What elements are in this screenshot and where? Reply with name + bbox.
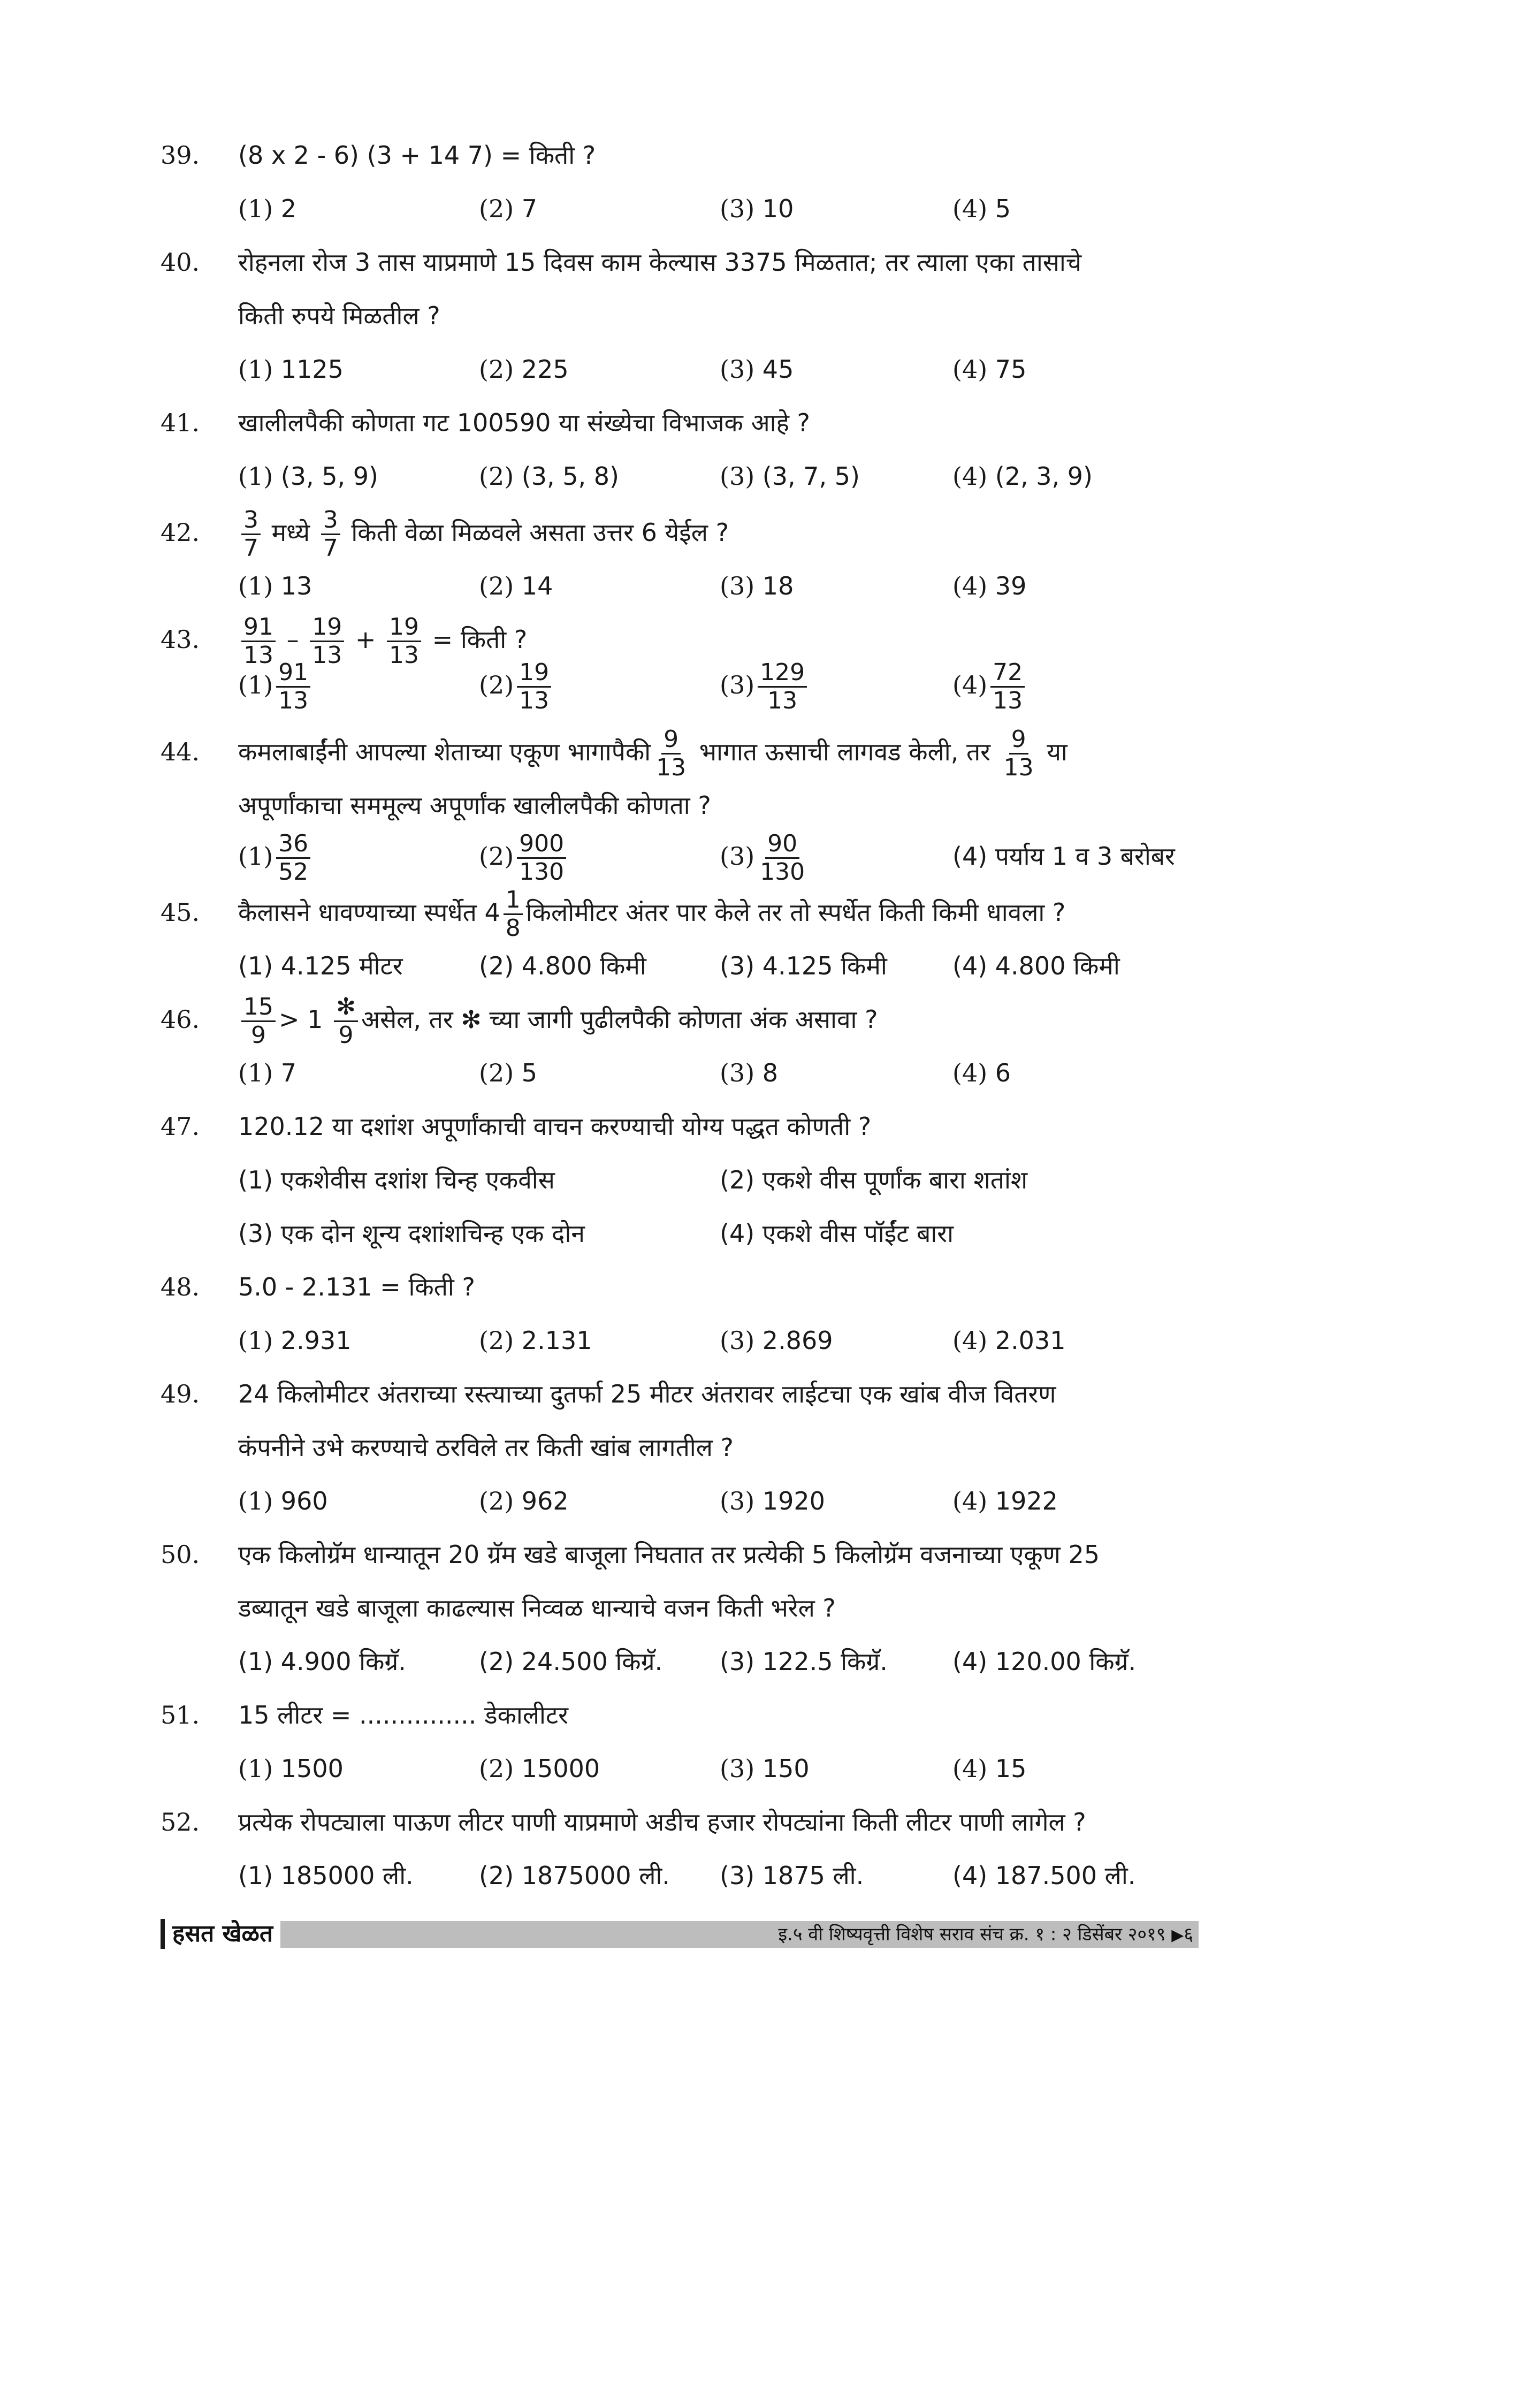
footer-logo: हसत खेळत	[161, 1919, 280, 1949]
option-1: (1) 13	[238, 571, 312, 600]
option-4: (4) 2.031	[952, 1326, 1066, 1355]
option-3: (3) 150	[720, 1754, 810, 1783]
page-number: ६	[1184, 1924, 1193, 1945]
question-number: 42.	[161, 518, 200, 547]
option-3: (3) (3, 7, 5)	[720, 462, 860, 491]
option-1: (1) 4.900 किग्रॅ.	[238, 1647, 406, 1676]
option-2: (2) $\frac{19}{13}$	[479, 658, 554, 714]
option-4: (4) 39	[952, 571, 1027, 600]
option-4: (4) 75	[952, 355, 1027, 384]
question-text: 5.0 - 2.131 = किती ?	[238, 1272, 475, 1301]
option-1: (1) 1500	[238, 1754, 344, 1783]
option-3: (3) 18	[720, 571, 794, 600]
question-number: 52.	[161, 1808, 200, 1837]
question-number: 40.	[161, 248, 200, 277]
question-text: $\frac{15}{9}$ > 1 $\frac{✻}{9}$ असेल, तर ✻ च्या जागी पुढीलपैकी कोणता अंक असावा ?	[238, 993, 878, 1049]
question-text-line-2: कंपनीने उभे करण्याचे ठरविले तर किती खांब लागतील ?	[238, 1433, 734, 1462]
option-2: (2) 7	[479, 194, 538, 223]
question-text-line-1: एक किलोग्रॅम धान्यातून 20 ग्रॅम खडे बाजूला निघतात तर प्रत्येकी 5 किलोग्रॅम वजनाच्या एकूण 25	[238, 1540, 1100, 1569]
option-1: (1) एकशेवीस दशांश चिन्ह एकवीस	[238, 1165, 555, 1194]
option-4: (4) 120.00 किग्रॅ.	[952, 1647, 1137, 1676]
option-1: (1) 960	[238, 1487, 328, 1515]
option-4: (4) 1922	[952, 1487, 1058, 1515]
question-number: 41.	[161, 408, 200, 437]
question-text: खालीलपैकी कोणता गट 100590 या संख्येचा विभाजक आहे ?	[238, 408, 810, 437]
footer-issue-info: इ.५ वी शिष्यवृत्ती विशेष सराव संच क्र. १ : २ डिसेंबर २०१९ ▶६	[778, 1924, 1193, 1945]
fraction: $\frac{9}{13}$	[656, 726, 687, 781]
option-1: (1) $\frac{36}{52}$	[238, 829, 314, 886]
fraction: $\frac{3}{7}$	[241, 507, 261, 562]
option-4: (4) 187.500 ली.	[952, 1861, 1136, 1890]
question-number: 46.	[161, 1005, 200, 1034]
question-number: 43.	[161, 625, 200, 654]
question-text: 120.12 या दशांश अपूर्णांकाची वाचन करण्याची योग्य पद्धत कोणती ?	[238, 1112, 872, 1141]
fraction: $\frac{19}{13}$	[387, 614, 421, 669]
option-2: (2) (3, 5, 8)	[479, 462, 619, 491]
fraction: $\frac{1}{8}$	[504, 887, 523, 942]
option-2: (2) 225	[479, 355, 569, 384]
page-footer	[161, 1921, 1199, 1948]
fraction: $\frac{15}{9}$	[241, 994, 276, 1049]
option-3: (3) एक दोन शून्य दशांशचिन्ह एक दोन	[238, 1219, 585, 1248]
option-4: (4) 6	[952, 1058, 1011, 1087]
question-number: 51.	[161, 1701, 200, 1729]
option-3: (3) 8	[720, 1058, 779, 1087]
question-text-line-1: कमलाबाईंनी आपल्या शेताच्या एकूण भागापैकी $\frac{9}{13}$ भागात ऊसाची लागवड केली, तर $\frac{9}{13}$ या	[238, 726, 1068, 781]
option-3: (3) 4.125 किमी	[720, 951, 887, 980]
option-3: (3) 10	[720, 194, 794, 223]
option-2: (2) 962	[479, 1487, 569, 1515]
question-number: 44.	[161, 737, 200, 766]
option-3: (3) 2.869	[720, 1326, 833, 1355]
option-2: (2) 1875000 ली.	[479, 1861, 670, 1890]
fraction: $\frac{91}{13}$	[241, 614, 276, 669]
option-1: (1) 1125	[238, 355, 344, 384]
option-3: (3) 1875 ली.	[720, 1861, 864, 1890]
question-text-line-2: डब्यातून खडे बाजूला काढल्यास निव्वळ धान्याचे वजन किती भरेल ?	[238, 1594, 836, 1622]
question-number: 47.	[161, 1112, 200, 1141]
option-2: (2) 14	[479, 571, 553, 600]
option-2: (2) 5	[479, 1058, 538, 1087]
mixed-fraction-unknown: $\frac{✻}{9}$	[334, 994, 358, 1049]
question-text-line-1: रोहनला रोज 3 तास याप्रमाणे 15 दिवस काम केल्यास 3375 मिळतात; तर त्याला एका तासाचे	[238, 248, 1082, 277]
option-1: (1) (3, 5, 9)	[238, 462, 378, 491]
question-text-line-2: अपूर्णांकाचा सममूल्य अपूर्णांक खालीलपैकी कोणता ?	[238, 791, 711, 820]
fraction: $\frac{3}{7}$	[321, 507, 340, 562]
question-number: 45.	[161, 898, 200, 927]
question-number: 48.	[161, 1272, 200, 1301]
option-4: (4) (2, 3, 9)	[952, 462, 1093, 491]
option-4: (4) 15	[952, 1754, 1027, 1783]
option-4: (4) पर्याय 1 व 3 बरोबर	[952, 842, 1175, 871]
option-1: (1) 2	[238, 194, 297, 223]
option-1: (1) 185000 ली.	[238, 1861, 414, 1890]
question-text: कैलासने धावण्याच्या स्पर्धेत 4 $\frac{1}{8}$ किलोमीटर अंतर पार केले तर तो स्पर्धेत किती किमी धावला ?	[238, 886, 1066, 942]
option-4: (4) 5	[952, 194, 1011, 223]
question-text-line-1: 24 किलोमीटर अंतराच्या रस्त्याच्या दुतर्फा 25 मीटर अंतरावर लाईटचा एक खांब वीज वितरण	[238, 1380, 1056, 1408]
option-3: (3) 122.5 किग्रॅ.	[720, 1647, 888, 1676]
question-number: 50.	[161, 1540, 200, 1569]
option-2: (2) $\frac{900}{130}$	[479, 829, 569, 886]
option-1: (1) 2.931	[238, 1326, 352, 1355]
option-1: (1) 4.125 मीटर	[238, 951, 403, 980]
option-4: (4) $\frac{72}{13}$	[952, 658, 1028, 714]
option-3: (3) $\frac{129}{13}$	[720, 658, 810, 714]
question-number: 39.	[161, 141, 200, 170]
option-4: (4) 4.800 किमी	[952, 951, 1120, 980]
option-2: (2) एकशे वीस पूर्णांक बारा शतांश	[720, 1165, 1028, 1194]
question-text-line-2: किती रुपये मिळतील ?	[238, 301, 440, 330]
question-number: 49.	[161, 1380, 200, 1408]
question-text: 15 लीटर = ............... डेकालीटर	[238, 1701, 568, 1729]
option-2: (2) 2.131	[479, 1326, 592, 1355]
option-3: (3) 1920	[720, 1487, 825, 1515]
question-text: $\frac{3}{7}$ मध्ये $\frac{3}{7}$ किती वेळा मिळवले असता उत्तर 6 येईल ?	[238, 506, 729, 562]
option-4: (4) एकशे वीस पॉईंट बारा	[720, 1219, 954, 1248]
fraction: $\frac{19}{13}$	[310, 614, 344, 669]
question-text: प्रत्येक रोपट्याला पाऊण लीटर पाणी याप्रमाणे अडीच हजार रोपट्यांना किती लीटर पाणी लागेल ?	[238, 1808, 1086, 1837]
option-2: (2) 4.800 किमी	[479, 951, 646, 980]
question-text: (8 x 2 - 6) (3 + 14 7) = किती ?	[238, 141, 596, 170]
option-3: (3) $\frac{90}{130}$	[720, 830, 805, 886]
question-text: $\frac{91}{13}$ – $\frac{19}{13}$ + $\frac{19}{13}$ = किती ?	[238, 613, 527, 669]
option-2: (2) 15000	[479, 1754, 600, 1783]
fraction: $\frac{9}{13}$	[1003, 726, 1034, 781]
option-1: (1) $\frac{91}{13}$	[238, 658, 314, 714]
arrow-right-icon: ▶	[1171, 1926, 1184, 1945]
option-2: (2) 24.500 किग्रॅ.	[479, 1647, 663, 1676]
option-1: (1) 7	[238, 1058, 297, 1087]
option-3: (3) 45	[720, 355, 794, 384]
